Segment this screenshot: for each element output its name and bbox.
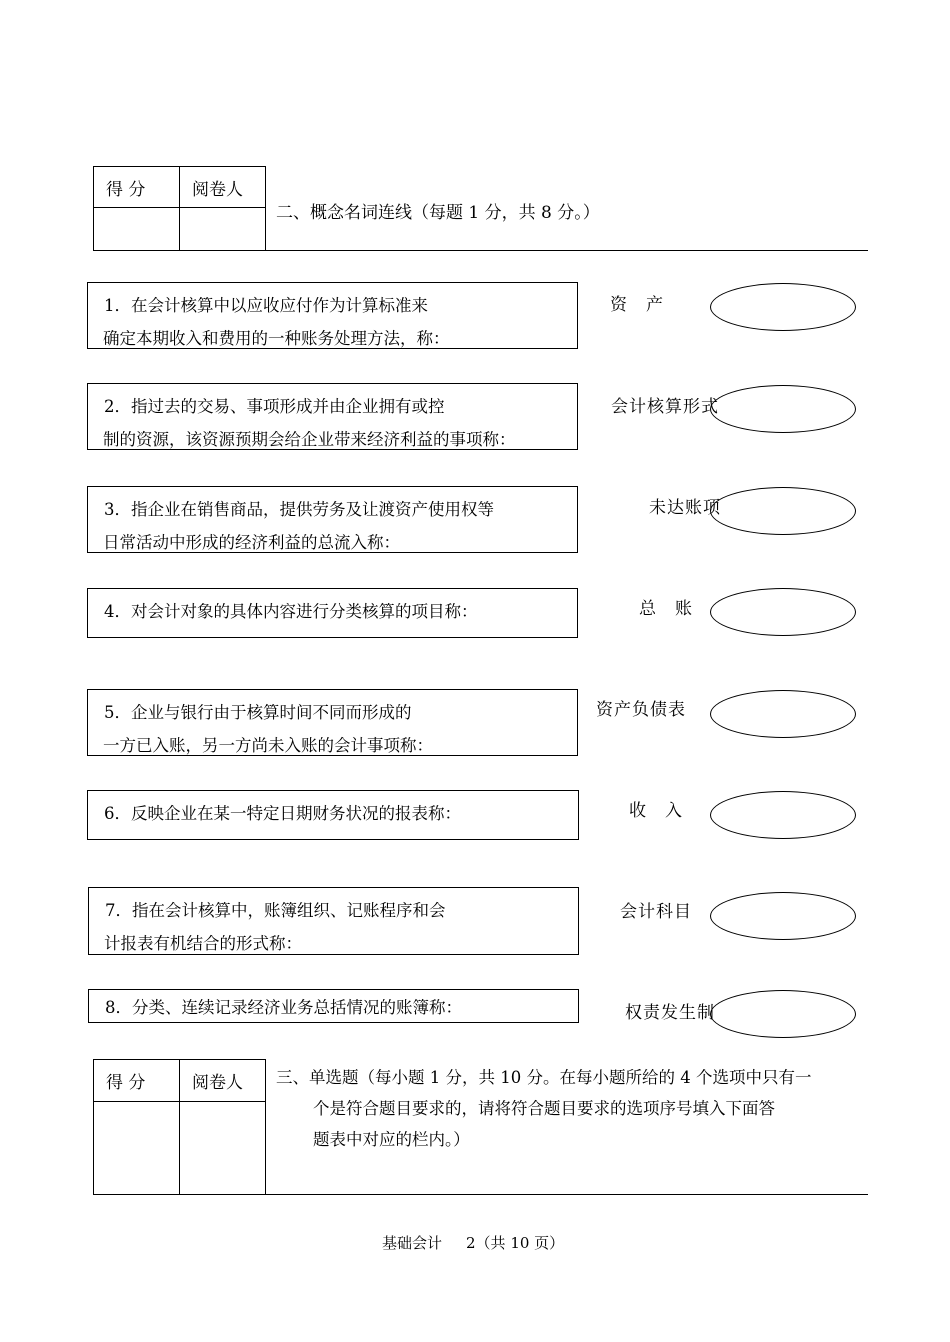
question-6-line1: 6．反映企业在某一特定日期财务状况的报表称： <box>104 804 461 823</box>
page-footer <box>382 1232 564 1253</box>
question-box-6 <box>87 790 579 840</box>
grader-label: 阅卷人 <box>180 1060 266 1102</box>
question-box-8 <box>88 989 579 1023</box>
footer-course: 基础会计 <box>382 1234 443 1252</box>
question-1-line2: 确定本期收入和费用的一种账务处理方法，称： <box>103 329 450 348</box>
term-8: 权责发生制 <box>625 1003 715 1023</box>
section3-line1: 三、单选题（每小题 1 分，共 10 分。在每小题所给的 4 个选项中只有一 <box>276 1068 812 1087</box>
section3-line2: 个是符合题目要求的，请将符合题目要求的选项序号填入下面答 <box>313 1099 775 1118</box>
answer-oval-3[interactable] <box>710 487 856 535</box>
term-1: 资 产 <box>610 295 664 315</box>
question-box-3 <box>87 486 578 553</box>
footer-page-number: 2（共 10 页） <box>466 1234 565 1252</box>
section3-rule <box>266 1194 868 1195</box>
score-table-section3 <box>93 1059 266 1195</box>
term-2: 会计核算形式 <box>611 397 719 417</box>
question-5-line1: 5．企业与银行由于核算时间不同而形成的 <box>104 703 412 722</box>
question-5-line2: 一方已入账，另一方尚未入账的会计事项称： <box>103 736 433 755</box>
answer-oval-7[interactable] <box>710 892 856 940</box>
answer-oval-5[interactable] <box>710 690 856 738</box>
grader-label: 阅卷人 <box>180 167 266 208</box>
question-2-line2: 制的资源，该资源预期会给企业带来经济利益的事项称： <box>103 430 516 449</box>
term-5: 资产负债表 <box>596 700 686 720</box>
answer-oval-1[interactable] <box>710 283 856 331</box>
answer-oval-4[interactable] <box>710 588 856 636</box>
question-box-1 <box>87 282 578 349</box>
term-6: 收 入 <box>629 801 683 821</box>
question-box-2 <box>87 383 578 450</box>
question-box-4 <box>87 588 578 638</box>
section2-rule <box>266 250 868 251</box>
score-table-section2 <box>93 166 266 251</box>
answer-oval-8[interactable] <box>710 990 856 1038</box>
score-label: 得 分 <box>94 1060 180 1102</box>
question-4-line1: 4．对会计对象的具体内容进行分类核算的项目称： <box>104 602 478 621</box>
question-box-5 <box>87 689 578 756</box>
answer-oval-2[interactable] <box>710 385 856 433</box>
section3-instructions <box>276 1062 866 1155</box>
term-3: 未达账项 <box>649 498 721 518</box>
question-3-line1: 3．指企业在销售商品，提供劳务及让渡资产使用权等 <box>104 500 494 519</box>
question-3-line2: 日常活动中形成的经济利益的总流入称： <box>103 533 400 552</box>
term-7: 会计科目 <box>620 902 692 922</box>
question-2-line1: 2．指过去的交易、事项形成并由企业拥有或控 <box>104 397 445 416</box>
question-7-line1: 7．指在会计核算中，账簿组织、记账程序和会 <box>105 901 446 920</box>
score-cell[interactable] <box>94 208 180 251</box>
grader-cell[interactable] <box>180 1102 266 1195</box>
answer-oval-6[interactable] <box>710 791 856 839</box>
score-cell[interactable] <box>94 1102 180 1195</box>
score-label: 得 分 <box>94 167 180 208</box>
question-1-line1: 1．在会计核算中以应收应付作为计算标准来 <box>104 296 428 315</box>
grader-cell[interactable] <box>180 208 266 251</box>
section3-line3: 题表中对应的栏内。） <box>313 1130 470 1149</box>
term-4: 总 账 <box>639 599 693 619</box>
question-8-line1: 8．分类、连续记录经济业务总括情况的账簿称： <box>105 998 462 1017</box>
section2-title: 二、概念名词连线（每题 1 分，共 8 分。） <box>276 203 600 223</box>
question-box-7 <box>88 887 579 955</box>
question-7-line2: 计报表有机结合的形式称： <box>104 934 302 953</box>
